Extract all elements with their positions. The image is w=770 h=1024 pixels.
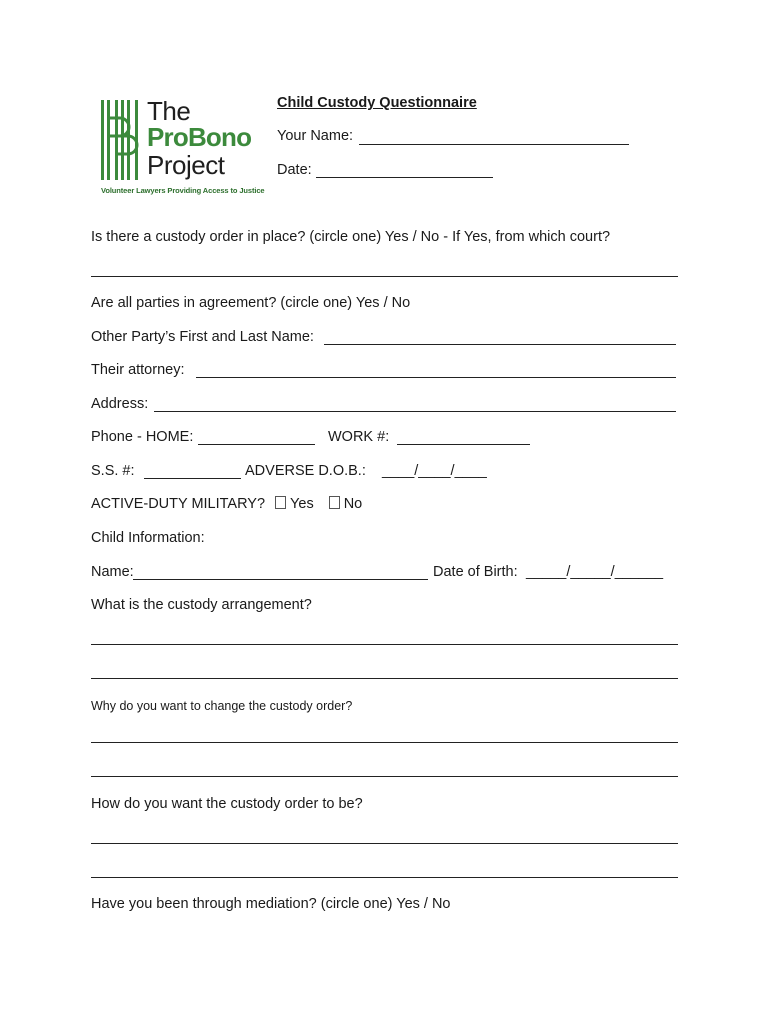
- desired-order-question: How do you want the custody order to be?: [91, 796, 363, 812]
- court-answer-field[interactable]: [91, 276, 678, 277]
- ss-field[interactable]: [144, 478, 241, 479]
- custody-arrangement-question: What is the custody arrangement?: [91, 597, 312, 613]
- other-party-name-label: Other Party’s First and Last Name:: [91, 329, 314, 345]
- work-phone-label: WORK #:: [328, 429, 390, 445]
- military-yes-checkbox[interactable]: [275, 496, 286, 509]
- logo-word-probono: ProBono: [147, 122, 252, 152]
- why-change-answer-line-1[interactable]: [91, 742, 678, 743]
- date-field[interactable]: [316, 177, 493, 178]
- date-label: Date:: [277, 162, 312, 178]
- logo-word-project: Project: [147, 150, 225, 180]
- page-title: Child Custody Questionnaire: [277, 95, 477, 111]
- arrangement-answer-line-1[interactable]: [91, 644, 678, 645]
- your-name-field[interactable]: [359, 144, 629, 145]
- ss-label: S.S. #:: [91, 463, 135, 479]
- their-attorney-field[interactable]: [196, 377, 676, 378]
- parties-agreement-question: Are all parties in agreement? (circle one) Yes / No: [91, 295, 411, 311]
- military-yes-label: Yes: [290, 496, 314, 512]
- child-information-heading: Child Information:: [91, 530, 205, 546]
- military-label: ACTIVE-DUTY MILITARY?: [91, 496, 266, 512]
- military-row: [91, 495, 362, 513]
- custody-order-question: Is there a custody order in place? (circle one) Yes / No - If Yes, from which court?: [91, 229, 611, 245]
- mediation-question: Have you been through mediation? (circle one) Yes / No: [91, 896, 451, 912]
- phone-home-label: Phone - HOME:: [91, 429, 194, 445]
- arrangement-answer-line-2[interactable]: [91, 678, 678, 679]
- probono-logo-mark-icon: [101, 100, 141, 180]
- probono-logo: [101, 96, 265, 200]
- logo-word-the: The: [147, 96, 191, 126]
- military-no-label: No: [343, 496, 363, 512]
- adverse-dob-field[interactable]: ____/____/____: [382, 463, 487, 479]
- child-name-field[interactable]: [133, 579, 428, 580]
- why-change-answer-line-2[interactable]: [91, 776, 678, 777]
- child-dob-label: Date of Birth:: [433, 564, 518, 580]
- your-name-label: Your Name:: [277, 128, 354, 144]
- their-attorney-label: Their attorney:: [91, 362, 185, 378]
- work-phone-field[interactable]: [397, 444, 530, 445]
- child-dob-field[interactable]: _____/_____/______: [526, 564, 664, 580]
- child-name-label: Name:: [91, 564, 134, 580]
- address-field[interactable]: [154, 411, 676, 412]
- logo-tagline: Volunteer Lawyers Providing Access to Justice: [101, 186, 265, 195]
- military-no-checkbox[interactable]: [329, 496, 340, 509]
- desired-order-answer-line-2[interactable]: [91, 877, 678, 878]
- other-party-name-field[interactable]: [324, 344, 676, 345]
- address-label: Address:: [91, 396, 149, 412]
- why-change-question: Why do you want to change the custody order?: [91, 699, 353, 713]
- phone-home-field[interactable]: [198, 444, 315, 445]
- desired-order-answer-line-1[interactable]: [91, 843, 678, 844]
- adverse-dob-label: ADVERSE D.O.B.:: [245, 463, 366, 479]
